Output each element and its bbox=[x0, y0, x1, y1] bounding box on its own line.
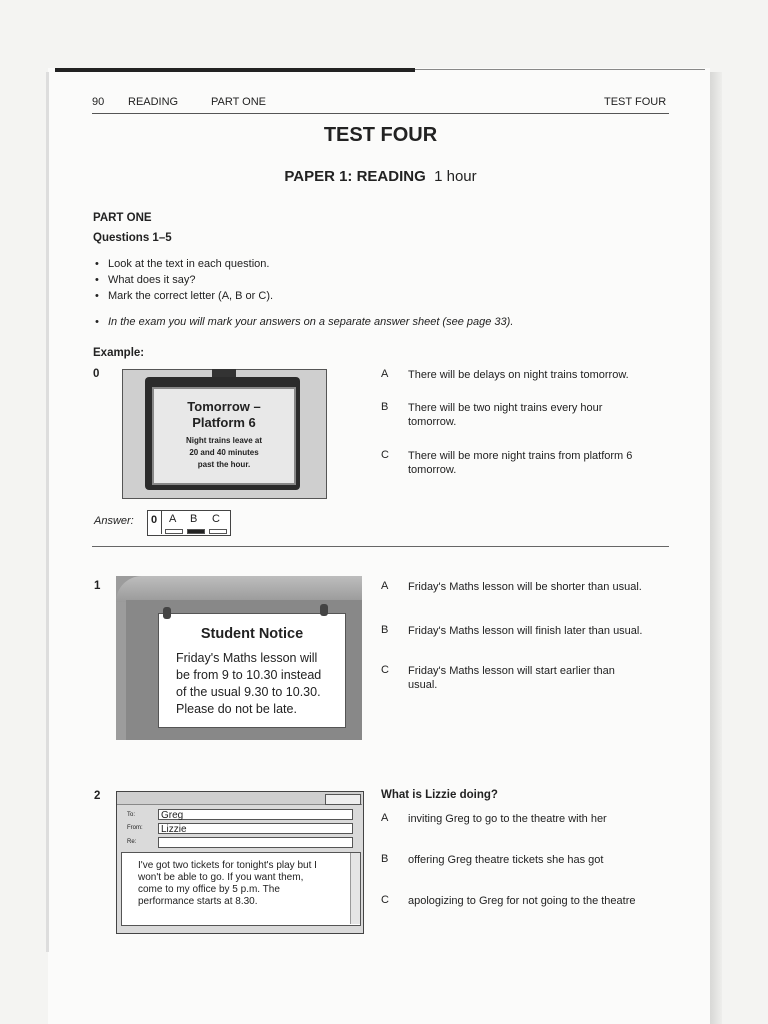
email-body-text bbox=[138, 860, 338, 908]
notice-body bbox=[176, 650, 341, 718]
example-option-b-text-2: tomorrow. bbox=[408, 416, 457, 428]
q2-option-a-letter: A bbox=[381, 812, 389, 824]
example-option-b-letter: B bbox=[381, 401, 389, 413]
q1-option-a-letter: A bbox=[381, 580, 389, 592]
answer-mark-b bbox=[187, 529, 205, 534]
notice-heading: Student Notice bbox=[200, 626, 304, 642]
notice-line-3: of the usual 9.30 to 10.30. bbox=[176, 685, 321, 699]
answer-mark-a bbox=[165, 529, 183, 534]
answer-label: Answer: bbox=[94, 515, 134, 527]
q1-number: 1 bbox=[94, 580, 101, 592]
q2-number: 2 bbox=[94, 790, 101, 802]
q1-option-c-letter: C bbox=[381, 664, 389, 676]
example-sign-body-2: 20 and 40 minutes bbox=[189, 448, 259, 457]
example-sign-screen bbox=[152, 387, 296, 485]
example-number: 0 bbox=[93, 368, 100, 380]
answer-number: 0 bbox=[151, 514, 158, 526]
notice-board-frame bbox=[116, 576, 362, 602]
email-to-field: Greg bbox=[158, 809, 353, 820]
email-from-label: From: bbox=[127, 825, 143, 831]
example-sign-heading-2: Platform 6 bbox=[192, 415, 256, 430]
pin-icon bbox=[163, 607, 171, 619]
notice-line-1: Friday's Maths lesson will bbox=[176, 651, 318, 665]
notice-line-4: Please do not be late. bbox=[176, 702, 297, 716]
top-rule bbox=[55, 68, 415, 72]
example-sign-body-3: past the hour. bbox=[197, 460, 251, 469]
email-re-field bbox=[158, 837, 353, 848]
part-heading: PART ONE bbox=[93, 212, 152, 224]
q1-option-a-text: Friday's Maths lesson will be shorter than usual. bbox=[408, 581, 642, 593]
q1-option-c-text-1: Friday's Maths lesson will start earlier than bbox=[408, 665, 615, 677]
header-part: PART ONE bbox=[211, 96, 267, 108]
example-option-a-text: There will be delays on night trains tomorrow. bbox=[408, 369, 629, 381]
q2-option-c-text: apologizing to Greg for not going to the theatre bbox=[408, 895, 636, 907]
instruction-1: • Look at the text in each question. bbox=[108, 258, 269, 270]
questions-range: Questions 1–5 bbox=[93, 232, 172, 244]
header-test: TEST FOUR bbox=[604, 96, 667, 108]
notice-line-2: be from 9 to 10.30 instead bbox=[176, 668, 322, 682]
paper-title bbox=[92, 168, 669, 185]
email-scrollbar bbox=[350, 853, 360, 924]
header-section: READING bbox=[128, 96, 179, 108]
q2-option-c-letter: C bbox=[381, 894, 389, 906]
answer-divider bbox=[161, 511, 162, 534]
q2-option-b-text: offering Greg theatre tickets she has got bbox=[408, 854, 604, 866]
instruction-2: • What does it say? bbox=[108, 274, 195, 286]
q2-question: What is Lizzie doing? bbox=[381, 789, 498, 801]
window-controls-icon bbox=[325, 794, 361, 805]
paper-label: PAPER 1: READING bbox=[284, 168, 426, 185]
answer-letter-b: B bbox=[190, 513, 198, 525]
email-line-1: I've got two tickets for tonight's play but I bbox=[138, 860, 317, 871]
example-sign-body-1: Night trains leave at bbox=[185, 436, 263, 445]
email-line-3: come to my office by 5 p.m. The bbox=[138, 884, 280, 895]
pin-icon bbox=[320, 604, 328, 616]
email-to-label: To: bbox=[127, 812, 136, 818]
student-notice bbox=[158, 613, 346, 728]
q1-option-c-text-2: usual. bbox=[408, 679, 438, 691]
email-re-label: Re: bbox=[127, 839, 137, 845]
email-body bbox=[121, 852, 361, 926]
q2-option-b-letter: B bbox=[381, 853, 389, 865]
page-title: TEST FOUR bbox=[323, 124, 438, 146]
exam-note: • In the exam you will mark your answers on a separate answer sheet (see page 33). bbox=[108, 316, 513, 328]
page-number: 90 bbox=[92, 96, 105, 108]
answer-mark-c bbox=[209, 529, 227, 534]
page-binding-edge bbox=[710, 72, 722, 1024]
example-option-b-text-1: There will be two night trains every hour bbox=[408, 402, 603, 414]
example-option-c-text-1: There will be more night trains from platform 6 bbox=[408, 450, 633, 462]
email-line-2: won't be able to go. If you want them, bbox=[138, 872, 304, 883]
email-line-4: performance starts at 8.30. bbox=[138, 896, 258, 907]
answer-letter-c: C bbox=[212, 513, 220, 525]
instruction-3: • Mark the correct letter (A, B or C). bbox=[108, 290, 273, 302]
header-rule bbox=[92, 113, 669, 114]
top-rule-thin bbox=[415, 69, 705, 70]
page-left-edge bbox=[46, 72, 49, 952]
example-option-a-letter: A bbox=[381, 368, 389, 380]
example-option-c-text-2: tomorrow. bbox=[408, 464, 457, 476]
example-option-c-letter: C bbox=[381, 449, 389, 461]
email-from-field: Lizzie bbox=[158, 823, 353, 834]
answer-letter-a: A bbox=[169, 513, 177, 525]
example-label: Example: bbox=[93, 347, 145, 359]
section-divider bbox=[92, 546, 669, 547]
q1-option-b-text: Friday's Maths lesson will finish later than usual. bbox=[408, 625, 643, 637]
q1-option-b-letter: B bbox=[381, 624, 389, 636]
example-sign-mount bbox=[212, 369, 236, 377]
q2-option-a-text: inviting Greg to go to the theatre with her bbox=[408, 813, 607, 825]
example-sign-heading-1: Tomorrow – bbox=[187, 399, 261, 414]
paper-duration: 1 hour bbox=[434, 168, 477, 185]
